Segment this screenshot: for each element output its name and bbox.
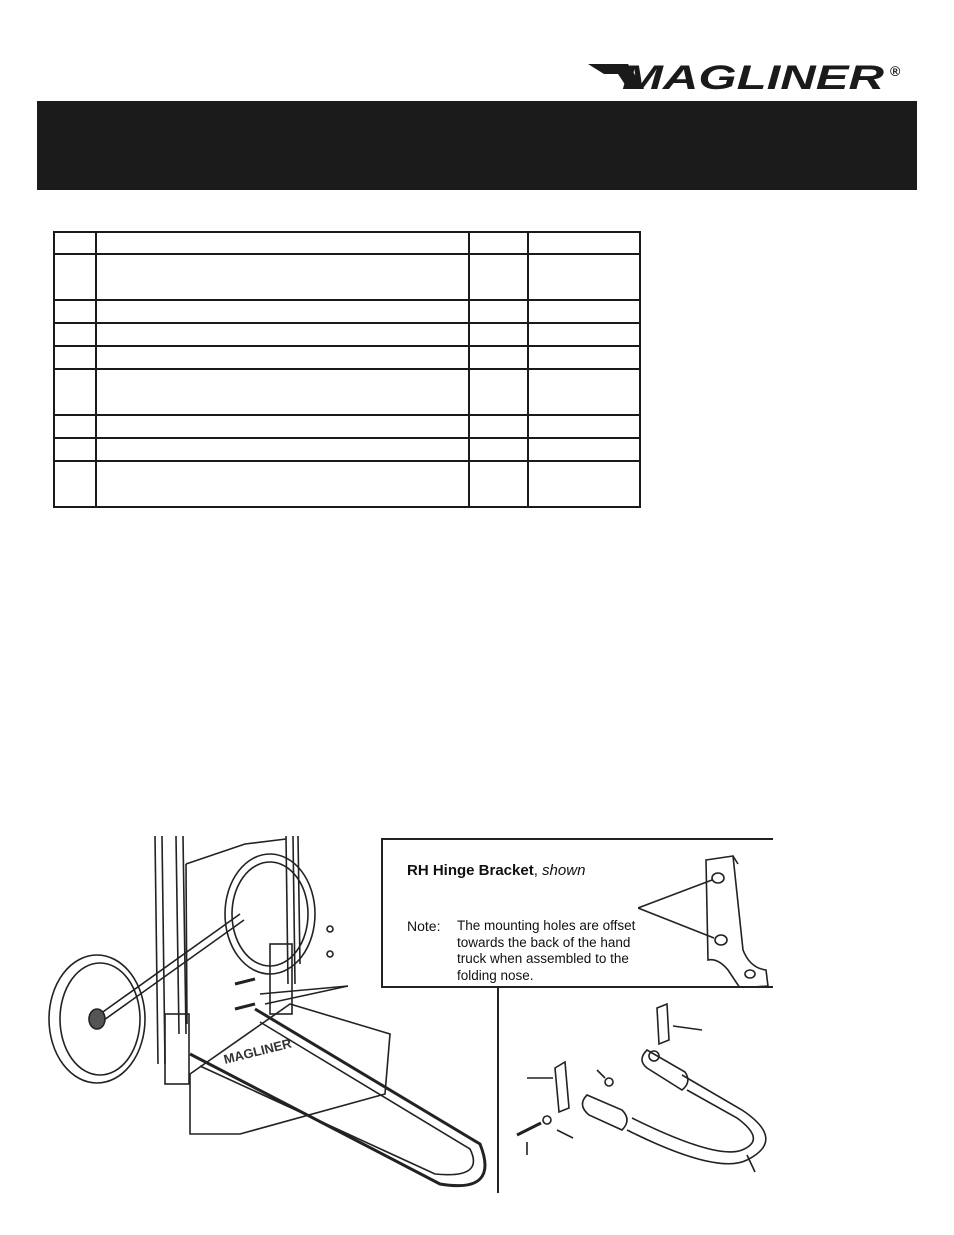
brand-text: MAGLINER bbox=[622, 59, 885, 97]
svg-text:MAGLINER: MAGLINER bbox=[222, 1035, 294, 1067]
table-row bbox=[54, 415, 640, 438]
table-row bbox=[54, 323, 640, 346]
table-row bbox=[54, 461, 640, 507]
header-bar bbox=[37, 101, 917, 190]
table-header-cell bbox=[528, 232, 640, 254]
table-row bbox=[54, 300, 640, 323]
parts-table bbox=[53, 231, 641, 508]
note-box bbox=[381, 838, 773, 988]
table-header-row bbox=[54, 232, 640, 254]
table-header-cell bbox=[96, 232, 469, 254]
table-row bbox=[54, 369, 640, 415]
exploded-assembly-illustration bbox=[497, 990, 777, 1190]
table-row bbox=[54, 438, 640, 461]
table-row bbox=[54, 254, 640, 300]
note-title-italic: shown bbox=[542, 862, 586, 879]
magliner-logo bbox=[588, 56, 908, 102]
hinge-bracket-illustration bbox=[638, 850, 773, 988]
magliner-logo-mark bbox=[588, 56, 908, 102]
note-title-bold: RH Hinge Bracket bbox=[407, 862, 534, 879]
note-label: Note: bbox=[407, 918, 441, 934]
note-text: The mounting holes are offset towards the back of the hand truck when assembled to the folding nose. bbox=[457, 918, 636, 983]
table-header-cell bbox=[469, 232, 528, 254]
note-title-sep: , bbox=[533, 862, 543, 879]
table-header-cell bbox=[54, 232, 96, 254]
registered-mark: ® bbox=[890, 63, 901, 79]
note-title bbox=[407, 862, 585, 879]
table-row bbox=[54, 346, 640, 369]
